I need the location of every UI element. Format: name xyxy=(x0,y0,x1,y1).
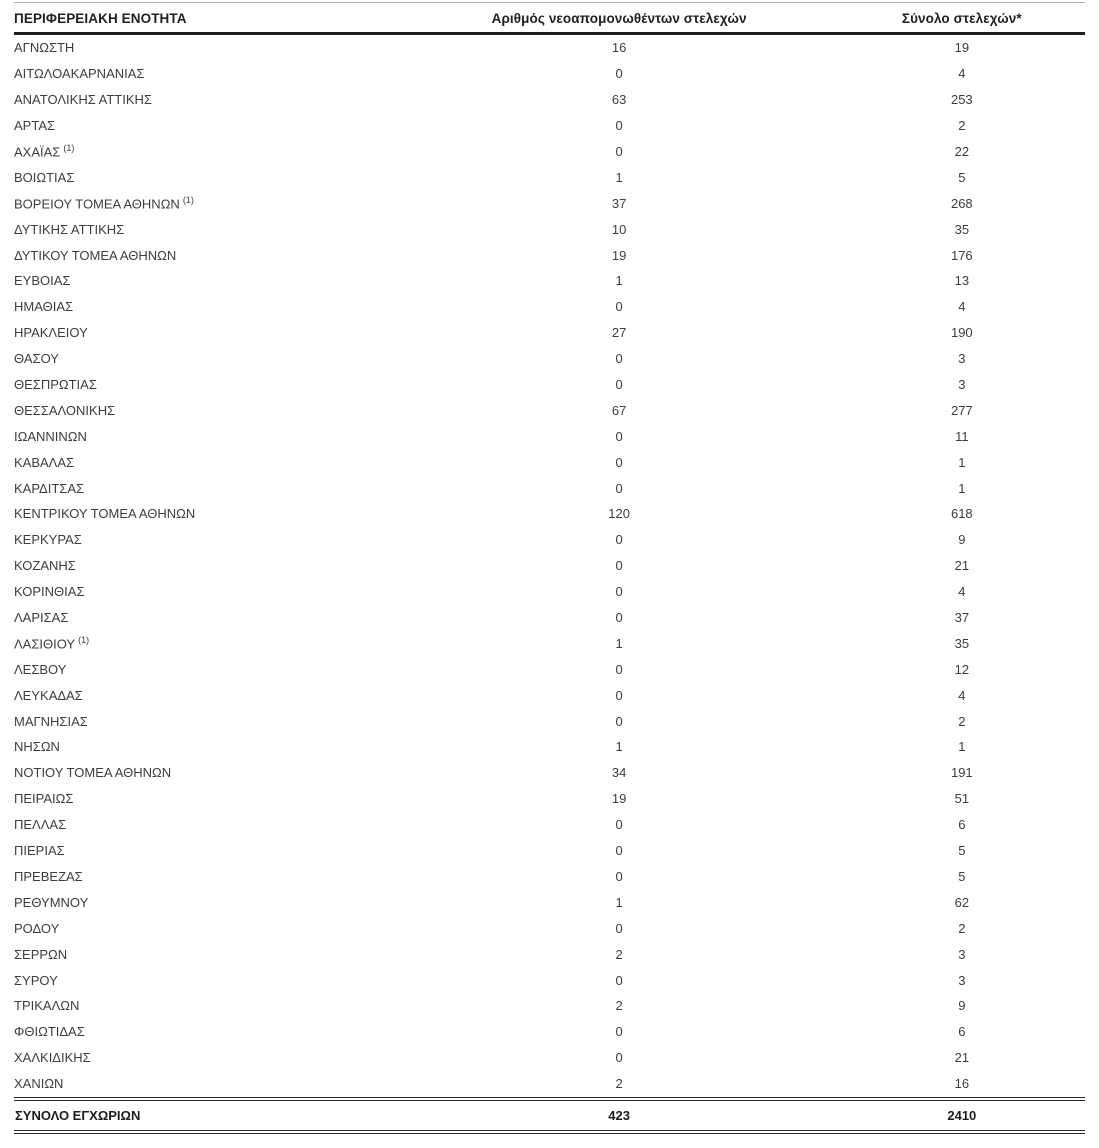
table-row xyxy=(14,501,1085,527)
table-row xyxy=(14,605,1085,631)
total-strains-count: 9 xyxy=(958,998,966,1014)
new-isolates-count: 0 xyxy=(615,920,623,936)
new-isolates-count: 19 xyxy=(611,791,627,807)
region-name: ΑΝΑΤΟΛΙΚΗΣ ΑΤΤΙΚΗΣ xyxy=(14,92,152,108)
new-isolates-count: 0 xyxy=(615,377,623,393)
table-row xyxy=(14,967,1085,993)
total-strains-count: 5 xyxy=(958,843,966,859)
total-strains-count: 35 xyxy=(954,221,970,237)
region-name: ΚΑΒΑΛΑΣ xyxy=(14,454,75,470)
new-isolates-count: 0 xyxy=(615,843,623,859)
region-name: ΔΥΤΙΚΗΣ ΑΤΤΙΚΗΣ xyxy=(14,221,125,237)
region-name: ΘΕΣΠΡΩΤΙΑΣ xyxy=(14,377,97,393)
region-name: ΙΩΑΝΝΙΝΩΝ xyxy=(14,428,87,444)
total-strains-count: 21 xyxy=(954,558,970,574)
new-isolates-count: 0 xyxy=(615,1024,623,1040)
total-strains-count: 268 xyxy=(950,195,973,211)
header-row xyxy=(14,3,1085,34)
footnote-marker: (1) xyxy=(182,195,194,206)
region-name: ΚΟΡΙΝΘΙΑΣ xyxy=(14,584,85,600)
region-name: ΑΡΤΑΣ xyxy=(14,118,56,134)
new-isolates-count: 2 xyxy=(615,998,623,1014)
table-row xyxy=(14,372,1085,398)
total-strains-count: 3 xyxy=(958,946,966,962)
header-regional-unit: ΠΕΡΙΦΕΡΕΙΑΚΗ ΕΝΟΤΗΤΑ xyxy=(14,3,400,34)
new-isolates-count: 67 xyxy=(611,402,627,418)
total-strains-count: 176 xyxy=(950,247,973,263)
total-strains-count: 16 xyxy=(839,1071,1085,1099)
region-name: ΑΧΑΪΑΣ $^{(1)}$ xyxy=(14,143,75,160)
table-row xyxy=(14,941,1085,967)
new-isolates-count: 0 xyxy=(615,610,623,626)
table-row xyxy=(14,1071,1085,1099)
table-row xyxy=(14,216,1085,242)
new-isolates-count: 0 xyxy=(615,584,623,600)
region-name: ΑΙΤΩΛΟΑΚΑΡΝΑΝΙΑΣ xyxy=(14,66,145,82)
region-name: ΠΙΕΡΙΑΣ xyxy=(14,843,65,859)
table-body xyxy=(14,34,1085,1099)
region-name: ΘΕΣΣΑΛΟΝΙΚΗΣ xyxy=(14,402,116,418)
region-name: ΝΗΣΩΝ xyxy=(14,739,60,755)
total-strains-count: 1 xyxy=(958,480,966,496)
new-isolates-count: 0 xyxy=(615,299,623,315)
table-row xyxy=(14,242,1085,268)
total-strains-count: 4 xyxy=(958,299,966,315)
new-isolates-count: 0 xyxy=(615,454,623,470)
region-name: ΠΡΕΒΕΖΑΣ xyxy=(14,868,83,884)
table-row xyxy=(14,1045,1085,1071)
table-row xyxy=(14,786,1085,812)
total-strains-count: 35 xyxy=(954,635,970,651)
total-strains-count: 3 xyxy=(958,351,966,367)
footnote-marker: (1) xyxy=(78,635,90,646)
region-name: ΕΥΒΟΙΑΣ xyxy=(14,273,71,289)
region-name: ΧΑΝΙΩΝ xyxy=(14,1071,400,1099)
table-header xyxy=(14,3,1085,34)
table-row xyxy=(14,553,1085,579)
new-isolates-count: 0 xyxy=(615,428,623,444)
new-isolates-count: 1 xyxy=(615,894,623,910)
new-isolates-count: 0 xyxy=(615,532,623,548)
region-name: ΧΑΛΚΙΔΙΚΗΣ xyxy=(14,1050,91,1066)
new-isolates-count: 1 xyxy=(615,635,623,651)
region-name: ΣΥΡΟΥ xyxy=(14,972,58,988)
header-new-isolates: Αριθμός νεοαπομονωθέντων στελεχών xyxy=(400,3,839,34)
region-name: ΘΑΣΟΥ xyxy=(14,351,59,367)
table-row xyxy=(14,656,1085,682)
total-row xyxy=(14,1099,1085,1132)
total-strains-count: 6 xyxy=(958,817,966,833)
region-name: ΝΟΤΙΟΥ ΤΟΜΕΑ ΑΘΗΝΩΝ xyxy=(14,765,172,781)
table-row xyxy=(14,397,1085,423)
total-strains-count: 6 xyxy=(958,1024,966,1040)
new-isolates-count: 0 xyxy=(615,817,623,833)
total-strains-count: 4 xyxy=(958,66,966,82)
total-strains-count: 62 xyxy=(954,894,970,910)
region-name: ΚΕΡΚΥΡΑΣ xyxy=(14,532,82,548)
table-row xyxy=(14,139,1085,165)
table-row xyxy=(14,1019,1085,1045)
table-row xyxy=(14,579,1085,605)
table-row xyxy=(14,993,1085,1019)
table-row xyxy=(14,708,1085,734)
region-name: ΒΟΡΕΙΟΥ ΤΟΜΕΑ ΑΘΗΝΩΝ $^{(1)}$ xyxy=(14,195,194,212)
region-name: ΡΕΘΥΜΝΟΥ xyxy=(14,894,89,910)
region-name: ΤΡΙΚΑΛΩΝ xyxy=(14,998,80,1014)
total-strains-count: 12 xyxy=(954,661,970,677)
total-strains-count: 2 xyxy=(958,920,966,936)
region-name: ΑΓΝΩΣΤΗ xyxy=(14,40,75,56)
table-row xyxy=(14,527,1085,553)
new-isolates-count: 10 xyxy=(611,221,627,237)
new-isolates-count: 0 xyxy=(615,351,623,367)
total-strains-count: 2 xyxy=(958,118,966,134)
total-label: ΣΥΝΟΛΟ ΕΓΧΩΡΙΩΝ xyxy=(14,1099,400,1132)
total-strains-count: 3 xyxy=(958,972,966,988)
new-isolates-count: 34 xyxy=(611,765,627,781)
table-footer xyxy=(14,1099,1085,1132)
region-name: ΜΑΓΝΗΣΙΑΣ xyxy=(14,713,88,729)
total-strains-count: 5 xyxy=(958,169,966,185)
table-row xyxy=(14,268,1085,294)
new-isolates-count: 1 xyxy=(615,273,623,289)
new-isolates-count: 2 xyxy=(615,946,623,962)
table-row xyxy=(14,682,1085,708)
region-name: ΦΘΙΩΤΙΔΑΣ xyxy=(14,1024,85,1040)
new-isolates-count: 0 xyxy=(615,687,623,703)
total-strains-count: 277 xyxy=(950,402,973,418)
new-isolates-count: 27 xyxy=(611,325,627,341)
new-isolates-count: 0 xyxy=(615,558,623,574)
total-strains-count: 51 xyxy=(954,791,970,807)
total-strains-count: 11 xyxy=(955,428,969,444)
region-name: ΒΟΙΩΤΙΑΣ xyxy=(14,169,75,185)
new-isolates-count: 37 xyxy=(611,195,627,211)
total-strains-count: 22 xyxy=(954,144,970,159)
new-isolates-count: 0 xyxy=(615,972,623,988)
region-name: ΚΕΝΤΡΙΚΟΥ ΤΟΜΕΑ ΑΘΗΝΩΝ xyxy=(14,506,196,522)
table-row xyxy=(14,812,1085,838)
new-isolates-count: 0 xyxy=(615,868,623,884)
total-strains-count: 190 xyxy=(950,325,973,341)
total-strains-count: 2 xyxy=(958,713,966,729)
table-row xyxy=(14,320,1085,346)
table-row xyxy=(14,630,1085,656)
total-strains-count: 191 xyxy=(950,765,973,781)
table-row xyxy=(14,346,1085,372)
table-row xyxy=(14,294,1085,320)
total-strains-count: 1 xyxy=(958,454,966,470)
total-strains-count: 3 xyxy=(958,377,966,393)
footnote-marker: (1) xyxy=(63,143,75,154)
table-row xyxy=(14,449,1085,475)
table-row xyxy=(14,423,1085,449)
new-isolates-count: 120 xyxy=(608,506,630,522)
region-name: ΚΑΡΔΙΤΣΑΣ xyxy=(14,480,85,496)
total-strains-count: 618 xyxy=(950,506,973,522)
region-name: ΗΜΑΘΙΑΣ xyxy=(14,299,74,315)
region-name: ΔΥΤΙΚΟΥ ΤΟΜΕΑ ΑΘΗΝΩΝ xyxy=(14,247,177,263)
table-row xyxy=(14,113,1085,139)
total-new-isolates: 423 xyxy=(400,1099,839,1132)
region-name: ΗΡΑΚΛΕΙΟΥ xyxy=(14,325,88,341)
new-isolates-count: 16 xyxy=(611,40,627,56)
table-row xyxy=(14,889,1085,915)
region-name: ΛΕΥΚΑΔΑΣ xyxy=(14,687,83,703)
table-row xyxy=(14,87,1085,113)
total-strains-count: 13 xyxy=(954,273,970,289)
total-strains: 2410 xyxy=(839,1099,1085,1132)
new-isolates-count: 0 xyxy=(615,661,623,677)
new-isolates-count: 0 xyxy=(615,118,623,134)
region-name: ΛΑΣΙΘΙΟΥ $^{(1)}$ xyxy=(14,635,90,652)
table-row xyxy=(14,34,1085,61)
total-strains-count: 4 xyxy=(958,584,966,600)
total-strains-count: 253 xyxy=(950,92,973,108)
region-name: ΠΕΛΛΑΣ xyxy=(14,817,67,833)
header-total-strains: Σύνολο στελεχών* xyxy=(839,3,1085,34)
new-isolates-count: 63 xyxy=(611,92,627,108)
table-row xyxy=(14,734,1085,760)
total-strains-count: 1 xyxy=(958,739,966,755)
table-row xyxy=(14,190,1085,216)
new-isolates-count: 2 xyxy=(400,1071,839,1099)
region-name: ΡΟΔΟΥ xyxy=(14,920,60,936)
table-row xyxy=(14,915,1085,941)
region-name: ΠΕΙΡΑΙΩΣ xyxy=(14,791,74,807)
total-strains-count: 19 xyxy=(954,40,970,56)
new-isolates-count: 1 xyxy=(615,739,623,755)
new-isolates-count: 1 xyxy=(615,169,623,185)
table-row xyxy=(14,838,1085,864)
total-strains-count: 9 xyxy=(958,532,966,548)
total-strains-count: 21 xyxy=(954,1050,970,1066)
new-isolates-count: 19 xyxy=(611,247,627,263)
new-isolates-count: 0 xyxy=(615,1050,623,1066)
new-isolates-count: 0 xyxy=(615,66,623,82)
new-isolates-count: 0 xyxy=(615,480,623,496)
total-strains-count: 5 xyxy=(958,868,966,884)
table-row xyxy=(14,760,1085,786)
region-name: ΛΕΣΒΟΥ xyxy=(14,661,67,677)
new-isolates-count: 0 xyxy=(615,144,623,159)
total-strains-count: 37 xyxy=(954,610,970,626)
table-row xyxy=(14,164,1085,190)
new-isolates-count: 0 xyxy=(615,713,623,729)
table-row xyxy=(14,864,1085,890)
regional-units-table xyxy=(14,2,1085,1134)
table-row xyxy=(14,61,1085,87)
region-name: ΛΑΡΙΣΑΣ xyxy=(14,610,69,626)
region-name: ΣΕΡΡΩΝ xyxy=(14,946,68,962)
total-strains-count: 4 xyxy=(958,687,966,703)
region-name: ΚΟΖΑΝΗΣ xyxy=(14,558,76,574)
table-row xyxy=(14,475,1085,501)
